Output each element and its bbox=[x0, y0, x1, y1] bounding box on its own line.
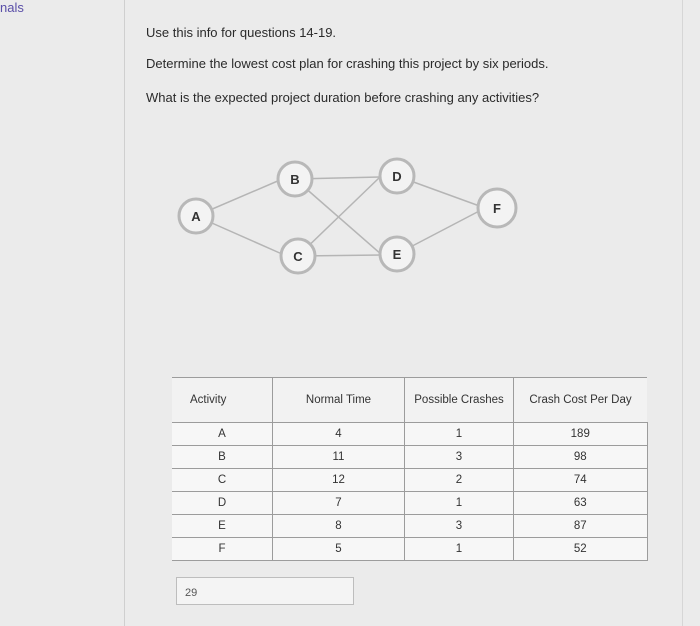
cell-possible-crashes: 2 bbox=[405, 469, 514, 492]
table-row bbox=[172, 469, 647, 492]
node-d bbox=[380, 159, 414, 193]
cell-activity: C bbox=[172, 469, 273, 492]
network-edges bbox=[196, 176, 485, 256]
header-activity: Activity bbox=[172, 378, 273, 423]
node-b bbox=[278, 162, 312, 196]
header-normal-time: Normal Time bbox=[273, 378, 405, 423]
node-e bbox=[380, 237, 414, 271]
cell-normal-time: 12 bbox=[273, 469, 405, 492]
course-materials-label: nals bbox=[0, 0, 24, 15]
cell-normal-time: 5 bbox=[273, 538, 405, 561]
question-task: Determine the lowest cost plan for crashing this project by six periods. bbox=[146, 56, 549, 71]
cell-activity: D bbox=[172, 492, 273, 515]
cell-activity: B bbox=[172, 446, 273, 469]
cell-possible-crashes: 1 bbox=[405, 492, 514, 515]
question-intro: Use this info for questions 14-19. bbox=[146, 25, 337, 40]
header-possible-crashes: Possible Crashes bbox=[405, 378, 514, 423]
cell-crash-cost: 63 bbox=[514, 492, 648, 515]
project-network-diagram bbox=[170, 150, 530, 290]
cell-possible-crashes: 3 bbox=[405, 446, 514, 469]
cell-possible-crashes: 1 bbox=[405, 538, 514, 561]
node-c bbox=[281, 239, 315, 273]
node-a-label: A bbox=[191, 209, 201, 224]
node-b-label: B bbox=[290, 172, 300, 187]
cell-crash-cost: 87 bbox=[514, 515, 648, 538]
cell-normal-time: 11 bbox=[273, 446, 405, 469]
cell-normal-time: 4 bbox=[273, 423, 405, 446]
cell-activity: E bbox=[172, 515, 273, 538]
node-c-label: C bbox=[293, 249, 303, 264]
table-row bbox=[172, 515, 647, 538]
node-a bbox=[179, 199, 213, 233]
node-f-label: F bbox=[493, 201, 501, 216]
cell-normal-time: 7 bbox=[273, 492, 405, 515]
header-crash-cost-per-day: Crash Cost Per Day bbox=[514, 378, 648, 423]
cell-crash-cost: 189 bbox=[514, 423, 648, 446]
node-f bbox=[478, 189, 516, 227]
table-row bbox=[172, 492, 647, 515]
answer-input[interactable]: 29 bbox=[176, 577, 354, 605]
cell-crash-cost: 98 bbox=[514, 446, 648, 469]
table-row bbox=[172, 423, 647, 446]
table-row bbox=[172, 446, 647, 469]
node-e-label: E bbox=[392, 247, 402, 262]
cell-crash-cost: 52 bbox=[514, 538, 648, 561]
cell-possible-crashes: 1 bbox=[405, 423, 514, 446]
table-header-row bbox=[172, 378, 647, 423]
activity-table bbox=[172, 377, 648, 561]
node-d-label: D bbox=[392, 169, 402, 184]
content-right-border bbox=[682, 0, 683, 626]
question-prompt: What is the expected project duration before crashing any activities? bbox=[146, 90, 540, 105]
cell-crash-cost: 74 bbox=[514, 469, 648, 492]
cell-activity: A bbox=[172, 423, 273, 446]
cell-possible-crashes: 3 bbox=[405, 515, 514, 538]
content-left-border bbox=[124, 0, 125, 626]
cell-normal-time: 8 bbox=[273, 515, 405, 538]
table-row bbox=[172, 538, 647, 561]
cell-activity: F bbox=[172, 538, 273, 561]
